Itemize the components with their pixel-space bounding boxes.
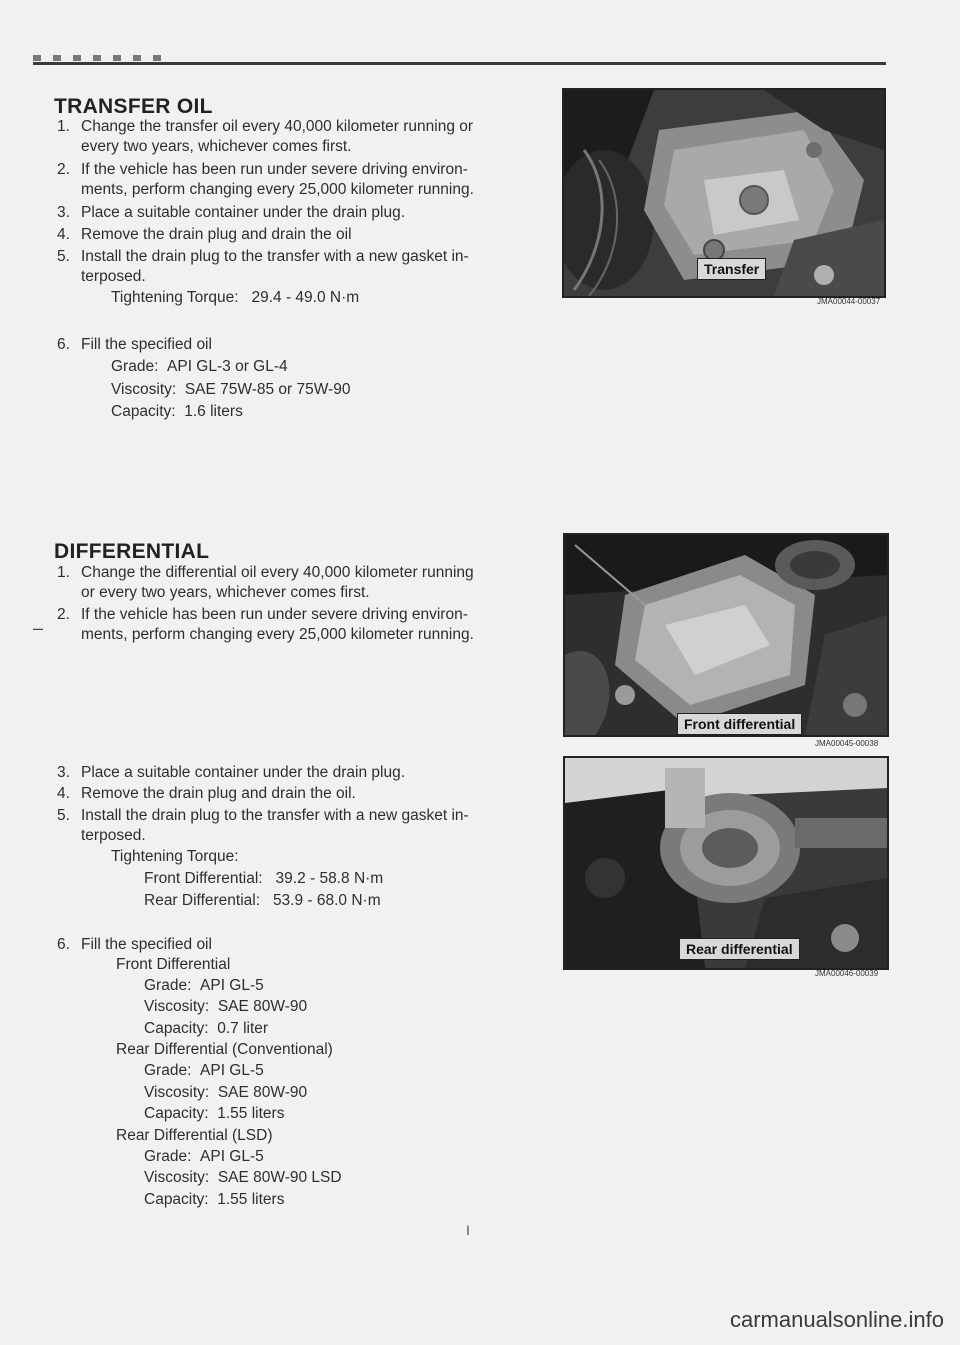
transfer-step-5-line-2: terposed. <box>81 268 146 285</box>
front-differential-caption: JMA00045-00038 <box>815 739 879 748</box>
footer-mark: I <box>466 1222 470 1238</box>
rear-lsd-viscosity: Viscosity: SAE 80W-90 LSD <box>144 1169 342 1186</box>
rear-conv-capacity: Capacity: 1.55 liters <box>144 1105 285 1122</box>
transfer-spec-capacity: Capacity: 1.6 liters <box>111 403 243 420</box>
diff-torque-front: Front Differential: 39.2 - 58.8 N·m <box>144 870 384 887</box>
transfer-torque: Tightening Torque: 29.4 - 49.0 N·m <box>111 289 360 306</box>
diff-step-1-line-2: or every two years, whichever comes first. <box>81 584 370 601</box>
header-marks <box>33 55 173 61</box>
transfer-spec-grade: Grade: API GL-3 or GL-4 <box>111 358 288 375</box>
diff-step-5-line-1: 5. Install the drain plug to the transfer with a new gasket in- <box>57 807 469 824</box>
front-diff-head: Front Differential <box>116 956 231 973</box>
diff-torque-label: Tightening Torque: <box>111 848 239 865</box>
diff-step-6: 6. Fill the specified oil <box>57 936 212 953</box>
transfer-step-1-line-2: every two years, whichever comes first. <box>81 138 352 155</box>
diff-torque-rear: Rear Differential: 53.9 - 68.0 N·m <box>144 892 381 909</box>
rear-differential-caption: JMA00046-00039 <box>815 969 879 978</box>
rear-differential-image <box>565 758 887 968</box>
diff-step-4: 4. Remove the drain plug and drain the oil. <box>57 785 356 802</box>
rear-conv-grade: Grade: API GL-5 <box>144 1062 264 1079</box>
transfer-step-3: 3. Place a suitable container under the drain plug. <box>57 204 405 221</box>
rear-lsd-grade: Grade: API GL-5 <box>144 1148 264 1165</box>
diff-step-3: 3. Place a suitable container under the drain plug. <box>57 764 405 781</box>
front-differential-photo <box>563 533 889 737</box>
watermark-text: carmanualsonline.info <box>729 1307 944 1332</box>
diff-step-2-line-2: ments, perform changing every 25,000 kilometer running. <box>81 626 474 643</box>
diff-step-1-line-1: 1. Change the differential oil every 40,000 kilometer running <box>57 564 474 581</box>
front-differential-image <box>565 535 887 735</box>
header-rule <box>33 62 886 65</box>
front-diff-viscosity: Viscosity: SAE 80W-90 <box>144 998 308 1015</box>
transfer-step-6: 6. Fill the specified oil <box>57 336 212 353</box>
transfer-step-2-line-1: 2. If the vehicle has been run under severe driving environ- <box>57 161 468 178</box>
rear-lsd-capacity: Capacity: 1.55 liters <box>144 1191 285 1208</box>
front-diff-grade: Grade: API GL-5 <box>144 977 264 994</box>
margin-dash: – <box>33 618 44 638</box>
rear-differential-label: Rear differential <box>679 938 800 960</box>
differential-title: DIFFERENTIAL <box>54 540 210 563</box>
diff-step-5-line-2: terposed. <box>81 827 146 844</box>
front-differential-label: Front differential <box>677 713 802 735</box>
transfer-spec-viscosity: Viscosity: SAE 75W-85 or 75W-90 <box>111 381 351 398</box>
rear-lsd-head: Rear Differential (LSD) <box>116 1127 273 1144</box>
diff-step-2-line-1: 2. If the vehicle has been run under severe driving environ- <box>57 606 468 623</box>
transfer-step-5-line-1: 5. Install the drain plug to the transfer with a new gasket in- <box>57 248 469 265</box>
rear-differential-photo <box>563 756 889 970</box>
transfer-photo-caption: JMA00044-00037 <box>817 297 881 306</box>
front-diff-capacity: Capacity: 0.7 liter <box>144 1020 269 1037</box>
transfer-step-4: 4. Remove the drain plug and drain the oil <box>57 226 352 243</box>
transfer-title: TRANSFER OIL <box>54 95 213 118</box>
rear-conv-head: Rear Differential (Conventional) <box>116 1041 333 1058</box>
transfer-step-2-line-2: ments, perform changing every 25,000 kilometer running. <box>81 181 474 198</box>
transfer-photo-label: Transfer <box>697 258 766 280</box>
rear-conv-viscosity: Viscosity: SAE 80W-90 <box>144 1084 308 1101</box>
transfer-step-1-line-1: 1. Change the transfer oil every 40,000 kilometer running or <box>57 118 474 135</box>
transfer-photo <box>562 88 886 298</box>
